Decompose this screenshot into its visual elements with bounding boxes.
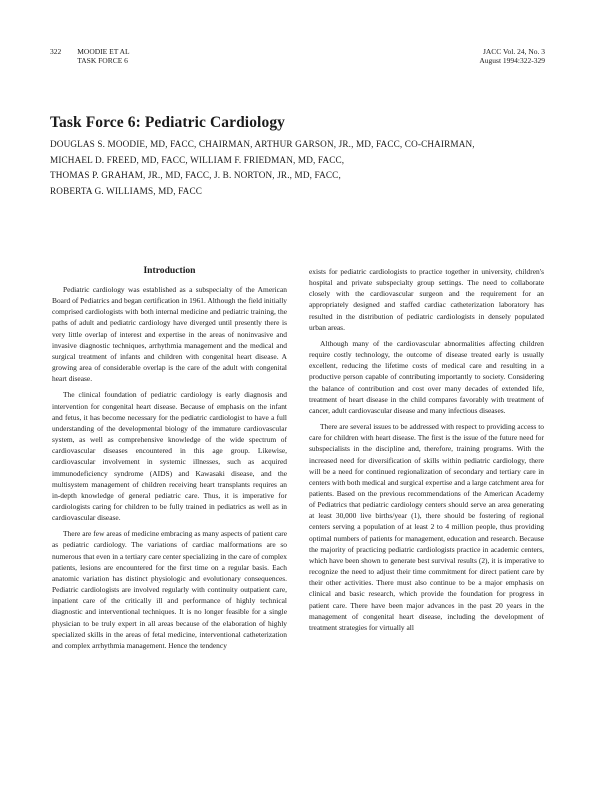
journal-citation (479, 47, 545, 65)
journal-date-pages: August 1994:322-329 (479, 56, 545, 65)
left-column (52, 265, 287, 656)
body-paragraph: The clinical foundation of pediatric cardiology is early diagnosis and intervention for congenital heart disease. Because of emphasis on the infant and fetus, it has become necessary for the pediatric cardiologist to have a full understanding of the developmental biology of the immature cardiovascular system, as well as comprehensive knowledge of the wide spectrum of cardiovascular diseases encountered in this age group. Likewise, cardiovascular involvement in systemic illnesses, such as acquired immunodeficiency syndrome (AIDS) and Kawasaki disease, and the multisystem management of children receiving heart transplants requires an in-depth knowledge of general pediatric care. Thus, it is imperative for cardiologists caring for children to be fully trained in pediatrics as well as in cardiovascular disease. (52, 390, 287, 523)
journal-volume: JACC Vol. 24, No. 3 (482, 47, 545, 56)
body-paragraph: There are several issues to be addressed with respect to providing access to care for children with heart disease. The first is the issue of the future need for subspecialists in the discipline and, therefore, training programs. With the increased need for diversification of skills within pediatric cardiology, there will be a need for continued regionalization of secondary and tertiary care in centers with both medical and surgical expertise and a large catchment area for patients. Based on the previous recommendations of the American Academy of Pediatrics that pediatric cardiology centers should serve an area generating at least 30,000 live births/year (1), there should be fostering of regional centers serving a population of at least 2 to 4 million people, thus providing optimal numbers of patients for management, education and research. Because the majority of practicing pediatric cardiologists practice in academic centers, which have been shown to generate best survival results (2), it is imperative to recognize the need to adjust their time commitment for direct patient care by their other activities. There must also continue to be a major emphasis on clinical and basic research, which provide the foundation for progress in patient care. There have been major advances in the past 20 years in the management of congenital heart disease, including the development of treatment strategies for virtually all (309, 422, 544, 632)
running-header-left (50, 47, 130, 65)
author-line: ROBERTA G. WILLIAMS, MD, FACC (50, 185, 203, 196)
author-list (50, 137, 560, 199)
running-head-authors: MOODIE ET AL (77, 47, 130, 56)
body-paragraph: Pediatric cardiology was established as a subspecialty of the American Board of Pediatrics and began certification in 1961. Although the field initially comprised cardiologists with both internal medicine and pediatric training, the paths of adult and pediatric cardiology have diverged until presently there is very little overlap of interest and expertise in the areas of noninvasive and invasive diagnostic techniques, arrhythmia management and the medical and surgical treatment of infants and children with congenital heart disease. A growing area of considerable overlap is the care of the adult with congenital heart disease. (52, 285, 287, 384)
author-line: THOMAS P. GRAHAM, JR., MD, FACC, J. B. NORTON, JR., MD, FACC, (50, 170, 341, 180)
page-number: 322 (50, 47, 62, 56)
body-paragraph: There are few areas of medicine embracing as many aspects of patient care as pediatric cardiology. The variations of cardiac malformations are so numerous that even in a tertiary care center specializing in the care of complex patients, lesions are encountered for the first time on a regular basis. Each anatomic variation has distinct physiologic and evolutionary consequences. Pediatric cardiologists are involved regularly with continuity outpatient care, inpatient care of the critically ill and performance of highly technical diagnostic and interventional techniques. It is no longer feasible for a single physician to be truly expert in all areas because of the elaboration of highly specialized skills in the areas of fetal medicine, interventional catheterization and complex arrhythmia management. Hence the tendency (52, 529, 287, 650)
section-heading: Introduction (143, 265, 196, 276)
body-paragraph: Although many of the cardiovascular abnormalities affecting children require costly technology, the outcome of disease treated early is usually excellent, reducing the lifetime costs of medical care and resulting in a productive person capable of contributing importantly to society. Considering the balance of contribution and cost over many decades of extended life, treatment of heart disease in the child compares favorably with treatment of cancer, adult cardiovascular disease and many infectious diseases. (309, 338, 544, 415)
body-paragraph: exists for pediatric cardiologists to practice together in university, children's hospital and private subspecialty group settings. The need to collaborate closely with the cardiovascular surgeon and the requirement for an appropriately designed and staffed cardiac catheterization laboratory has resulted in the distribution of pediatric cardiologists in densely populated urban areas. (309, 267, 544, 332)
running-head (77, 47, 129, 65)
author-line: MICHAEL D. FREED, MD, FACC, WILLIAM F. FRIEDMAN, MD, FACC, (50, 154, 345, 165)
right-column (309, 266, 544, 638)
running-head-section: TASK FORCE 6 (77, 56, 128, 65)
article-title: Task Force 6: Pediatric Cardiology (50, 114, 286, 131)
author-line: DOUGLAS S. MOODIE, MD, FACC, CHAIRMAN, ARTHUR GARSON, JR., MD, FACC, CO-CHAIRMAN, (50, 139, 475, 149)
